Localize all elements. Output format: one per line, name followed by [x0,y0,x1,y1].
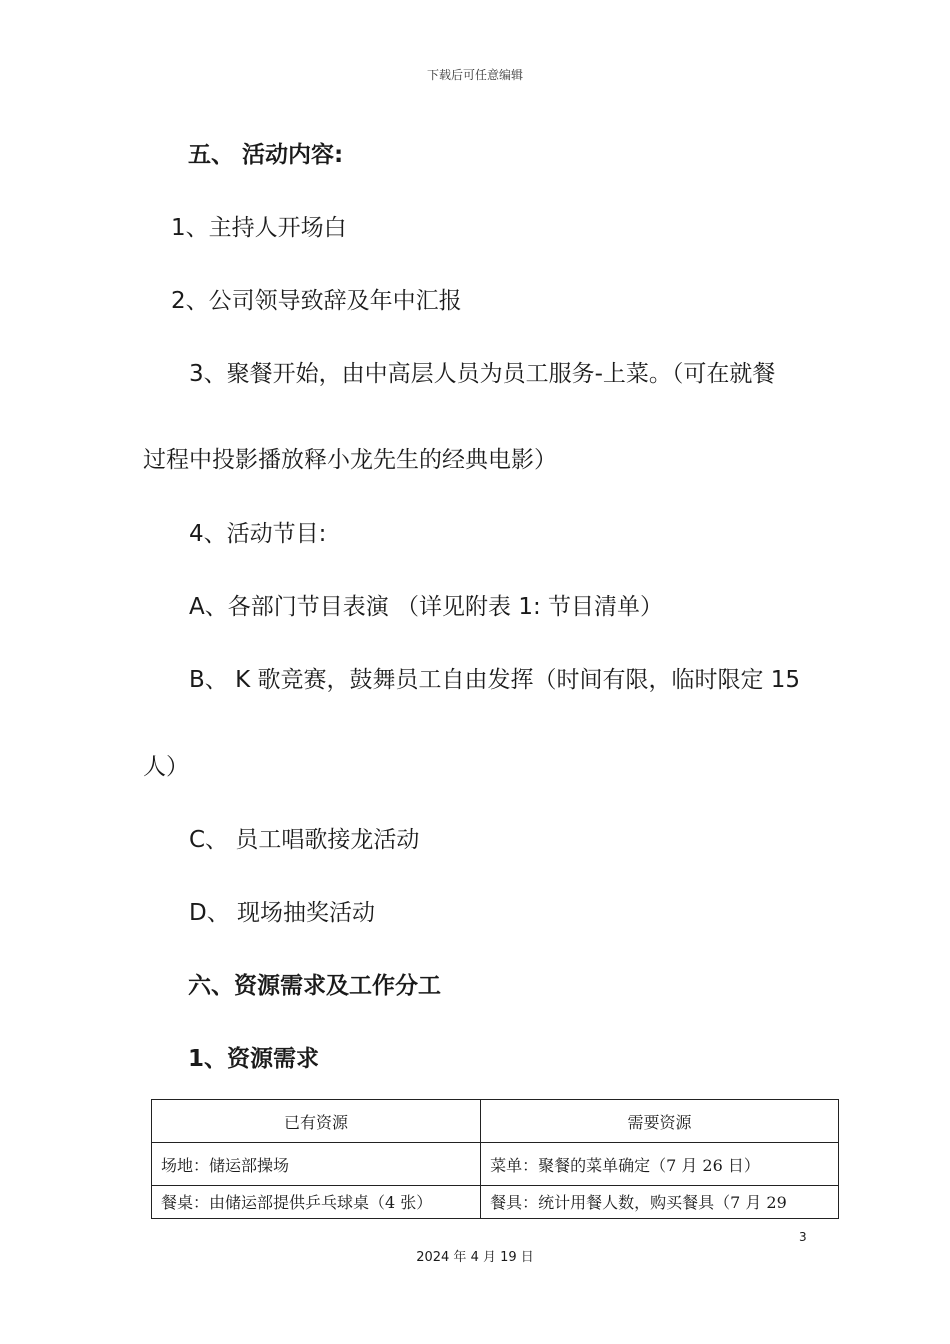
list-item: C、 员工唱歌接龙活动 [189,827,420,853]
table-cell: 场地：储运部操场 [152,1143,481,1186]
table-header-row [152,1100,839,1143]
table-row [152,1186,839,1219]
list-item: 2、公司领导致辞及年中汇报 [171,288,462,314]
page-footer-date: 2024 年 4 月 19 日 [416,1250,534,1265]
list-item: 1、主持人开场白 [171,215,347,241]
section-5-title: 五、 活动内容: [188,142,344,168]
subsection-title: 1、资源需求 [188,1046,320,1072]
list-item-continued: 过程中投影播放释小龙先生的经典电影） [143,447,557,473]
column-header: 需要资源 [481,1100,839,1143]
list-item: 4、活动节目: [189,521,327,547]
list-item: A、各部门节目表演 （详见附表 1: 节目清单） [189,594,664,620]
list-item: B、 K 歌竞赛，鼓舞员工自由发挥（时间有限，临时限定 15 [189,667,801,693]
page-number: 3 [799,1230,807,1244]
table-cell: 菜单：聚餐的菜单确定（7 月 26 日） [481,1143,839,1186]
section-6-title: 六、资源需求及工作分工 [188,973,441,999]
table-cell: 餐具：统计用餐人数，购买餐具（7 月 29 [481,1186,839,1219]
list-item-continued: 人） [143,754,189,780]
table-cell: 餐桌：由储运部提供乒乓球桌（4 张） [152,1186,481,1219]
page-header: 下载后可任意编辑 [426,68,523,82]
table-row [152,1143,839,1186]
column-header: 已有资源 [152,1100,481,1143]
list-item: D、 现场抽奖活动 [189,900,376,926]
list-item: 3、聚餐开始，由中高层人员为员工服务-上菜。（可在就餐 [189,361,776,387]
resource-table [151,1099,839,1219]
